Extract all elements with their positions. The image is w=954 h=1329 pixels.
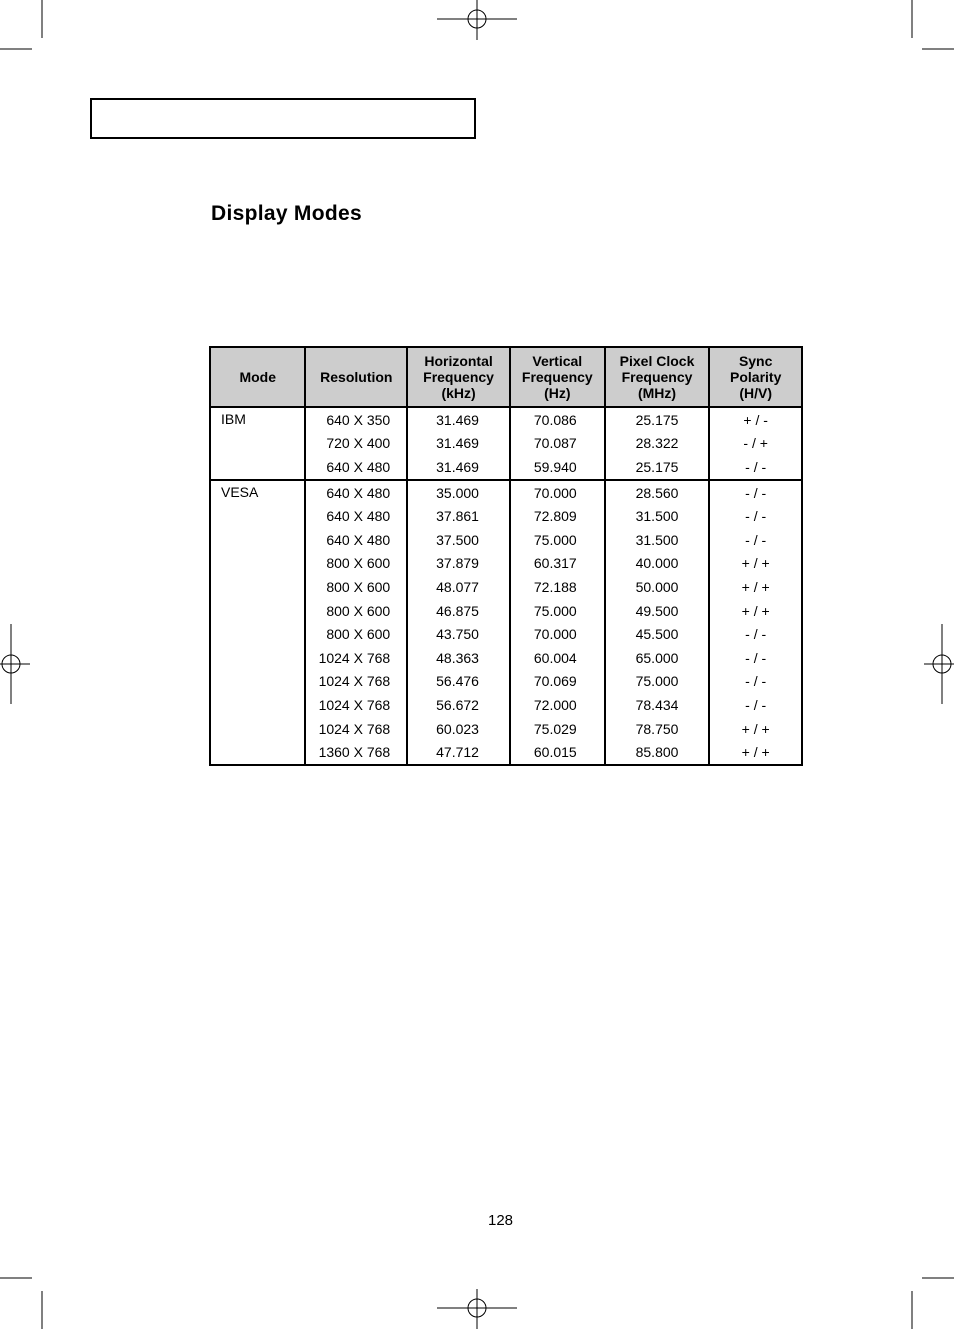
sync-cell: - / - <box>709 504 802 528</box>
h-freq-cell: 46.875 <box>407 599 510 623</box>
resolution-cell: 800 X 600 <box>305 599 407 623</box>
pixel-clock-cell: 45.500 <box>605 622 710 646</box>
sync-cell: - / - <box>709 528 802 552</box>
v-freq-cell: 60.317 <box>510 552 605 576</box>
resolution-cell: 800 X 600 <box>305 622 407 646</box>
pixel-clock-cell: 31.500 <box>605 504 710 528</box>
display-modes-table <box>209 346 803 766</box>
sync-cell: - / - <box>709 693 802 717</box>
registration-target-left <box>0 624 30 704</box>
sync-cell: - / - <box>709 670 802 694</box>
sync-cell: + / + <box>709 552 802 576</box>
sync-cell: - / - <box>709 480 802 505</box>
pixel-clock-cell: 75.000 <box>605 670 710 694</box>
v-freq-cell: 72.000 <box>510 693 605 717</box>
resolution-cell: 1360 X 768 <box>305 740 407 765</box>
v-freq-cell: 75.029 <box>510 717 605 741</box>
pixel-clock-cell: 25.175 <box>605 455 710 480</box>
page-title: Display Modes <box>211 202 362 225</box>
registration-target-bottom <box>437 1289 517 1329</box>
section-header-box <box>90 98 476 139</box>
v-freq-cell: 70.069 <box>510 670 605 694</box>
registration-target-top <box>437 0 517 40</box>
v-freq-cell: 70.000 <box>510 622 605 646</box>
resolution-cell: 1024 X 768 <box>305 717 407 741</box>
resolution-cell: 1024 X 768 <box>305 646 407 670</box>
mode-cell: IBM <box>210 407 305 480</box>
mode-group-ibm <box>210 407 802 480</box>
sync-cell: + / + <box>709 740 802 765</box>
page-number: 128 <box>488 1212 514 1229</box>
v-freq-cell: 59.940 <box>510 455 605 480</box>
h-freq-cell: 35.000 <box>407 480 510 505</box>
resolution-cell: 1024 X 768 <box>305 670 407 694</box>
h-freq-cell: 31.469 <box>407 432 510 456</box>
h-freq-cell: 60.023 <box>407 717 510 741</box>
h-freq-cell: 31.469 <box>407 455 510 480</box>
sync-cell: - / - <box>709 646 802 670</box>
resolution-cell: 640 X 480 <box>305 504 407 528</box>
sync-cell: - / - <box>709 455 802 480</box>
resolution-cell: 640 X 480 <box>305 480 407 505</box>
pixel-clock-cell: 65.000 <box>605 646 710 670</box>
resolution-cell: 640 X 480 <box>305 455 407 480</box>
v-freq-cell: 60.004 <box>510 646 605 670</box>
mode-cell: VESA <box>210 480 305 765</box>
header-mode: Mode <box>210 347 305 407</box>
pixel-clock-cell: 40.000 <box>605 552 710 576</box>
h-freq-cell: 47.712 <box>407 740 510 765</box>
header-pixel-clock: Pixel Clock Frequency (MHz) <box>605 347 710 407</box>
header-horizontal-frequency: Horizontal Frequency (kHz) <box>407 347 510 407</box>
h-freq-cell: 56.476 <box>407 670 510 694</box>
h-freq-cell: 43.750 <box>407 622 510 646</box>
sync-cell: + / - <box>709 407 802 432</box>
v-freq-cell: 70.087 <box>510 432 605 456</box>
registration-target-right <box>924 624 954 704</box>
v-freq-cell: 60.015 <box>510 740 605 765</box>
header-resolution: Resolution <box>305 347 407 407</box>
header-vertical-frequency: Vertical Frequency (Hz) <box>510 347 605 407</box>
pixel-clock-cell: 28.560 <box>605 480 710 505</box>
v-freq-cell: 75.000 <box>510 599 605 623</box>
resolution-cell: 640 X 480 <box>305 528 407 552</box>
pixel-clock-cell: 49.500 <box>605 599 710 623</box>
h-freq-cell: 37.500 <box>407 528 510 552</box>
h-freq-cell: 48.077 <box>407 575 510 599</box>
header-sync-polarity: Sync Polarity (H/V) <box>709 347 802 407</box>
h-freq-cell: 37.861 <box>407 504 510 528</box>
pixel-clock-cell: 85.800 <box>605 740 710 765</box>
v-freq-cell: 70.000 <box>510 480 605 505</box>
mode-group-vesa <box>210 480 802 765</box>
pixel-clock-cell: 28.322 <box>605 432 710 456</box>
h-freq-cell: 31.469 <box>407 407 510 432</box>
resolution-cell: 800 X 600 <box>305 552 407 576</box>
h-freq-cell: 37.879 <box>407 552 510 576</box>
resolution-cell: 640 X 350 <box>305 407 407 432</box>
h-freq-cell: 56.672 <box>407 693 510 717</box>
v-freq-cell: 72.188 <box>510 575 605 599</box>
pixel-clock-cell: 25.175 <box>605 407 710 432</box>
sync-cell: + / + <box>709 717 802 741</box>
resolution-cell: 1024 X 768 <box>305 693 407 717</box>
table-header-row <box>210 347 802 407</box>
h-freq-cell: 48.363 <box>407 646 510 670</box>
resolution-cell: 800 X 600 <box>305 575 407 599</box>
pixel-clock-cell: 31.500 <box>605 528 710 552</box>
sync-cell: - / + <box>709 432 802 456</box>
pixel-clock-cell: 78.434 <box>605 693 710 717</box>
table-row <box>210 480 802 505</box>
v-freq-cell: 70.086 <box>510 407 605 432</box>
v-freq-cell: 72.809 <box>510 504 605 528</box>
pixel-clock-cell: 50.000 <box>605 575 710 599</box>
table-row <box>210 407 802 432</box>
sync-cell: - / - <box>709 622 802 646</box>
resolution-cell: 720 X 400 <box>305 432 407 456</box>
sync-cell: + / + <box>709 575 802 599</box>
pixel-clock-cell: 78.750 <box>605 717 710 741</box>
sync-cell: + / + <box>709 599 802 623</box>
v-freq-cell: 75.000 <box>510 528 605 552</box>
